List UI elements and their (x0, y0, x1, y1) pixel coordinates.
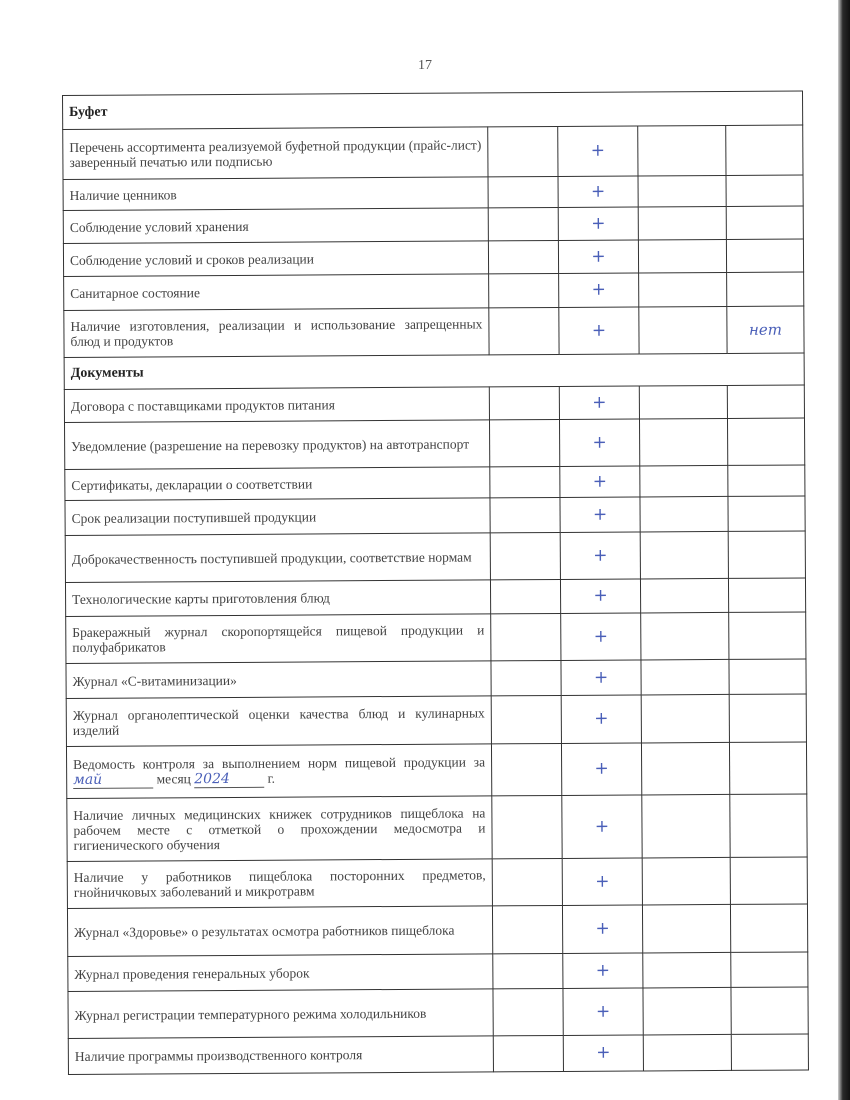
check-mark: + (562, 858, 642, 905)
empty-cell (730, 904, 807, 952)
empty-cell (639, 418, 727, 466)
empty-cell (728, 531, 805, 578)
empty-cell (492, 858, 562, 905)
check-mark: + (559, 386, 639, 419)
row-text: Журнал регистрации температурного режима холодильников (68, 989, 493, 1039)
check-mark: + (561, 743, 641, 795)
table-row (64, 385, 804, 423)
empty-cell (638, 239, 726, 273)
row-text: Журнал органолептической оценки качества блюд и кулинарных изделий (66, 696, 491, 747)
empty-cell (728, 496, 805, 531)
empty-cell (641, 694, 729, 743)
month-blank (73, 771, 153, 788)
note-cell (726, 125, 803, 175)
note-cell (727, 272, 804, 306)
table-row (68, 952, 808, 992)
empty-cell (489, 419, 559, 466)
empty-cell (728, 578, 805, 612)
row-text: Наличие изготовления, реализации и использование запрещенных блюд и продуктов (64, 308, 489, 358)
row-text: Журнал «С-витаминизации» (66, 661, 491, 699)
empty-cell (729, 612, 806, 659)
scan-page-edge (838, 0, 850, 1100)
row-text-ration-statement (66, 744, 491, 799)
check-mark: + (563, 1035, 643, 1071)
check-mark: + (559, 307, 639, 354)
empty-cell (640, 531, 728, 579)
row-text: Наличие ценников (63, 177, 488, 211)
empty-cell (488, 240, 558, 273)
table-row (67, 794, 807, 862)
check-mark: + (558, 207, 638, 240)
empty-cell (642, 794, 730, 858)
row-text: Санитарное состояние (64, 274, 489, 311)
handwritten-month: май (73, 771, 103, 788)
check-mark: + (561, 613, 641, 660)
empty-cell (642, 857, 730, 905)
year-blank (194, 770, 264, 787)
empty-cell (729, 742, 806, 794)
empty-cell (639, 272, 727, 307)
statement-text-3: г. (267, 770, 276, 786)
empty-cell (729, 694, 806, 742)
check-mark: + (558, 176, 638, 207)
row-text: Журнал «Здоровье» о результатах осмотра работников пищеблока (67, 906, 492, 957)
empty-cell (491, 613, 561, 660)
empty-cell (491, 743, 561, 795)
section-header-buffet (63, 91, 803, 130)
row-text: Журнал проведения генеральных уборок (68, 954, 493, 992)
empty-cell (640, 496, 728, 532)
empty-cell (730, 857, 807, 904)
check-mark: + (559, 419, 639, 466)
row-text: Наличие программы производственного контроля (68, 1036, 493, 1075)
table-row (66, 612, 806, 664)
table-row (67, 904, 807, 957)
note-cell (726, 175, 803, 206)
empty-cell (491, 695, 561, 743)
row-text: Уведомление (разрешение на перевозку продуктов) на автотранспорт (65, 420, 490, 470)
empty-cell (641, 742, 729, 795)
check-mark: + (560, 497, 640, 532)
table-row (63, 125, 803, 180)
table-row (65, 418, 805, 470)
empty-cell (642, 904, 730, 953)
note-cell (726, 206, 803, 239)
check-mark: + (560, 579, 640, 613)
empty-cell (490, 466, 560, 497)
statement-text-1: Ведомость контроля за выполнением норм пищевой продукции за (73, 753, 486, 772)
table-row (68, 1034, 808, 1075)
table-row (66, 694, 806, 747)
table-row (63, 175, 803, 211)
empty-cell (490, 579, 560, 613)
note-cell: нет (727, 306, 804, 353)
handwritten-year: 2024 (194, 770, 230, 787)
empty-cell (492, 795, 562, 858)
empty-cell (489, 273, 559, 307)
empty-cell (638, 125, 726, 176)
table-row (65, 578, 805, 617)
empty-cell (639, 385, 727, 419)
check-mark: + (558, 126, 638, 176)
check-mark: + (563, 988, 643, 1035)
empty-cell (728, 465, 805, 496)
empty-cell (638, 175, 726, 207)
note-cell (726, 239, 803, 272)
check-mark: + (559, 273, 639, 307)
empty-cell (643, 1034, 731, 1071)
empty-cell (493, 953, 563, 988)
section-title: Документы (64, 353, 804, 390)
empty-cell (490, 497, 560, 532)
check-mark: + (560, 532, 640, 579)
section-header-documents (64, 353, 804, 390)
table-row (65, 531, 805, 583)
empty-cell (731, 987, 808, 1034)
row-text: Бракеражный журнал скоропортящейся пищевой продукции и полуфабрикатов (66, 614, 491, 664)
row-text: Срок реализации поступившей продукции (65, 498, 490, 536)
empty-cell (493, 1035, 563, 1071)
empty-cell (640, 578, 728, 613)
empty-cell (730, 794, 807, 857)
empty-cell (639, 306, 727, 354)
table-row (66, 742, 806, 799)
row-text: Договора с поставщиками продуктов питания (64, 387, 489, 423)
table-row (68, 987, 808, 1039)
page-number: 17 (418, 58, 432, 73)
empty-cell (490, 532, 560, 579)
table-row (64, 306, 804, 358)
empty-cell (488, 176, 558, 207)
empty-cell (491, 660, 561, 695)
table-row (63, 239, 803, 277)
empty-cell (641, 659, 729, 695)
table-row (64, 272, 804, 311)
empty-cell (729, 659, 806, 694)
table-row (66, 659, 806, 699)
empty-cell (731, 952, 808, 987)
table-row (67, 857, 807, 909)
statement-text-2: месяц (156, 770, 191, 786)
empty-cell (643, 987, 731, 1035)
empty-cell (727, 418, 804, 465)
row-text: Технологические карты приготовления блюд (65, 580, 490, 617)
row-text: Перечень ассортимента реализуемой буфетной продукции (прайс-лист) заверенный печатью или подписью (63, 127, 488, 180)
row-text: Доброкачественность поступившей продукции, соответствие нормам (65, 533, 490, 583)
check-mark: + (563, 953, 643, 988)
empty-cell (493, 988, 563, 1035)
empty-cell (488, 207, 558, 240)
empty-cell (731, 1034, 808, 1070)
check-mark: + (562, 905, 642, 953)
table-row (63, 206, 803, 244)
row-text: Соблюдение условий хранения (63, 208, 488, 244)
empty-cell (641, 612, 729, 660)
check-mark: + (562, 795, 642, 858)
empty-cell (638, 206, 726, 240)
empty-cell (488, 126, 558, 176)
row-text: Наличие у работников пищеблока посторонних предметов, гнойничковых заболеваний и микротравм (67, 859, 492, 909)
table-row (65, 465, 805, 501)
check-mark: + (558, 240, 638, 273)
empty-cell (643, 952, 731, 988)
check-mark: + (561, 660, 641, 695)
empty-cell (727, 385, 804, 418)
check-mark: + (560, 466, 640, 497)
empty-cell (489, 307, 559, 354)
inspection-table (62, 90, 809, 1075)
empty-cell (640, 465, 728, 497)
check-mark: + (561, 695, 641, 743)
row-text: Сертификаты, декларации о соответствии (65, 467, 490, 501)
row-text: Наличие личных медицинских книжек сотрудников пищеблока на рабочем месте с отметкой о прохождении медосмотра и гигиенического обучения (67, 796, 492, 862)
row-text: Соблюдение условий и сроков реализации (63, 241, 488, 277)
empty-cell (492, 905, 562, 953)
empty-cell (489, 386, 559, 419)
table-row (65, 496, 805, 536)
section-title: Буфет (63, 91, 803, 130)
